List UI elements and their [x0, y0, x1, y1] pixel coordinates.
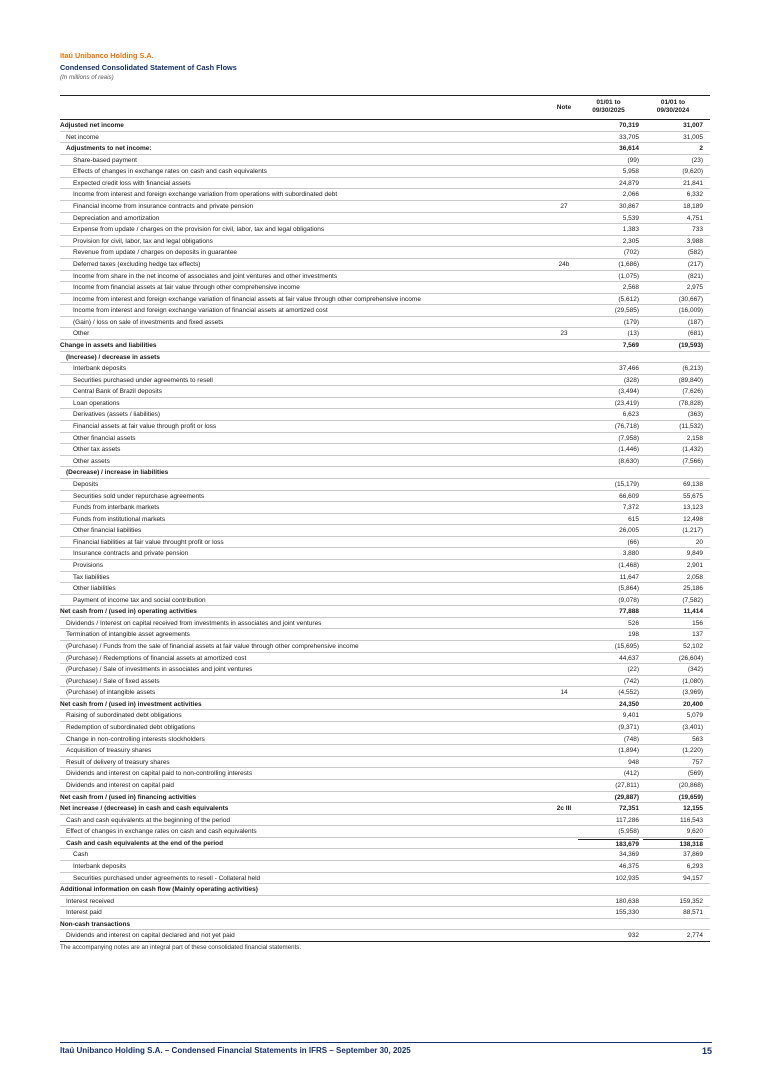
- table-row: [60, 884, 710, 896]
- table-row: [60, 849, 710, 861]
- table-row: [60, 629, 710, 641]
- row-label: Deferred taxes (excluding hedge tax effects): [73, 260, 201, 268]
- row-value-2025: 5,539: [622, 214, 639, 222]
- row-label: Additional information on cash flow (Mainly operating activities): [60, 886, 258, 894]
- row-label: Income from interest and foreign exchange variation of financial assets at amortized cost: [73, 307, 328, 315]
- footer-text: Itaú Unibanco Holding S.A. – Condensed Financial Statements in IFRS – September 30, 2025: [60, 1046, 411, 1055]
- row-label: Depreciation and amortization: [73, 214, 160, 222]
- table-row: [60, 213, 710, 225]
- row-value-2024: (6,213): [682, 365, 703, 373]
- row-value-2024: (7,582): [682, 596, 703, 604]
- row-value-2025: 30,867: [619, 203, 639, 211]
- row-value-2024: 52,102: [683, 643, 703, 651]
- table-row: [60, 363, 710, 375]
- row-value-2025: (9,078): [618, 596, 639, 604]
- row-label: (Purchase) of intangible assets: [66, 689, 156, 697]
- row-value-2024: (9,620): [682, 168, 703, 176]
- table-row: [60, 595, 710, 607]
- table-row: [60, 618, 710, 630]
- row-value-2024: 69,138: [683, 480, 703, 488]
- row-value-2024: 137: [692, 631, 703, 639]
- row-label: (Gain) / loss on sale of investments and fixed assets: [73, 318, 224, 326]
- period-2025-line2: 09/30/2025: [592, 107, 625, 114]
- row-value-2024: 12,498: [683, 515, 703, 523]
- row-value-2025: (27,811): [615, 781, 639, 789]
- table-row: [60, 502, 710, 514]
- row-value-2025: 155,330: [615, 909, 639, 917]
- row-label: Other financial liabilities: [73, 527, 142, 535]
- table-row: [60, 768, 710, 780]
- row-value-2025: 24,350: [619, 700, 639, 708]
- row-label: Cash and cash equivalents at the end of the period: [66, 839, 224, 847]
- row-value-2024: (30,667): [678, 295, 703, 303]
- row-value-2025: 24,879: [619, 179, 639, 187]
- row-value-2024: 2,975: [686, 284, 703, 292]
- row-label: Net cash from / (used in) investment activities: [60, 700, 202, 708]
- row-value-2024: 11,414: [683, 608, 703, 616]
- row-value-2025: (5,864): [618, 585, 639, 593]
- table-row: [60, 780, 710, 792]
- row-value-2025: 180,638: [615, 897, 639, 905]
- row-label: Other liabilities: [73, 585, 116, 593]
- row-label: (Purchase) / Sale of investments in associates and joint ventures: [66, 666, 253, 674]
- row-value-2025: (13): [627, 330, 639, 338]
- row-label: Net cash from / (used in) financing activities: [60, 793, 197, 801]
- row-label: Expected credit loss with financial assets: [73, 179, 191, 187]
- table-row: [60, 583, 710, 595]
- row-value-2024: 2: [699, 145, 703, 153]
- row-value-2024: (1,432): [682, 446, 703, 454]
- row-value-2025: 7,372: [622, 504, 639, 512]
- row-label: Adjustments to net income:: [66, 145, 152, 153]
- row-label: Provisions: [73, 561, 103, 569]
- row-label: Income from interest and foreign exchange variation of financial assets at fair value through other comprehensive income: [73, 295, 421, 303]
- row-label: Interbank deposits: [73, 863, 127, 870]
- table-row: [60, 907, 710, 919]
- row-value-2024: 25,186: [683, 585, 703, 593]
- row-label: (Decrease) / increase in liabilities: [66, 469, 169, 477]
- row-value-2025: (5,958): [618, 828, 639, 836]
- row-label: Income from financial assets at fair value through other comprehensive income: [73, 284, 300, 292]
- row-value-2024: 94,157: [683, 874, 703, 882]
- table-row: [60, 873, 710, 885]
- table-row: [60, 930, 710, 942]
- row-label: Interest paid: [66, 909, 102, 917]
- table-row: [60, 491, 710, 503]
- row-value-2024: 31,007: [683, 122, 703, 129]
- row-value-2024: (16,009): [678, 307, 703, 315]
- row-value-2024: (19,593): [678, 341, 703, 349]
- table-row: [60, 757, 710, 769]
- period-2025-column-header: [578, 99, 639, 115]
- footer-rule: [60, 1042, 712, 1043]
- row-label: Insurance contracts and private pension: [73, 550, 189, 558]
- row-value-2025: (9,371): [618, 724, 639, 732]
- row-value-2025: (76,718): [614, 423, 639, 431]
- row-value-2025: 102,935: [615, 874, 639, 882]
- table-row: [60, 328, 710, 340]
- period-2025-line1: 01/01 to: [596, 99, 621, 106]
- row-value-2025: 5,958: [622, 168, 639, 176]
- row-label: Effects of changes in exchange rates on cash and cash equivalents: [73, 168, 267, 176]
- row-value-2024: 55,675: [683, 492, 703, 500]
- row-value-2025: (7,958): [618, 434, 639, 442]
- row-label: Securities sold under repurchase agreements: [73, 492, 205, 500]
- row-value-2024: (569): [687, 770, 703, 778]
- table-row: [60, 201, 710, 213]
- row-label: Net cash from / (used in) operating activities: [60, 608, 197, 616]
- row-note: 24b: [558, 260, 570, 268]
- row-value-2025: 36,614: [619, 145, 639, 153]
- row-value-2024: (3,401): [682, 724, 703, 732]
- table-row: [60, 537, 710, 549]
- row-label: Net income: [66, 133, 99, 141]
- row-label: Effect of changes in exchange rates on cash and cash equivalents: [66, 828, 257, 836]
- row-value-2024: 9,849: [686, 550, 703, 558]
- table-row: [60, 189, 710, 201]
- row-value-2025: 615: [628, 515, 639, 523]
- row-value-2025: (4,552): [618, 689, 639, 697]
- table-row: [60, 398, 710, 410]
- row-value-2024: (1,080): [682, 677, 703, 685]
- table-row: [60, 664, 710, 676]
- row-value-2024: 6,332: [686, 191, 703, 199]
- table-row: [60, 409, 710, 421]
- row-value-2024: 31,005: [683, 133, 703, 141]
- row-value-2024: 37,869: [683, 851, 703, 859]
- row-value-2025: 117,286: [615, 816, 639, 824]
- table-row: [60, 479, 710, 491]
- table-row: [60, 861, 710, 873]
- row-value-2024: (26,604): [678, 654, 703, 662]
- row-value-2025: (29,585): [614, 307, 639, 315]
- row-value-2025: (5,612): [618, 295, 639, 303]
- row-value-2024: (681): [687, 330, 703, 338]
- row-label: (Purchase) / Funds from the sale of financial assets at fair value through other comprehensive income: [66, 643, 359, 651]
- table-row: [60, 676, 710, 688]
- row-value-2025: 7,569: [622, 341, 639, 349]
- table-row: [60, 236, 710, 248]
- row-label: Securities purchased under agreements to resell - Collateral held: [73, 874, 261, 882]
- table-row: [60, 560, 710, 572]
- table-row: [60, 467, 710, 479]
- table-row: [60, 456, 710, 468]
- table-row: [60, 120, 710, 132]
- row-label: Share-based payment: [73, 156, 137, 164]
- row-value-2025: 70,319: [619, 122, 639, 129]
- row-value-2025: (1,686): [618, 260, 639, 268]
- row-label: Financial income from insurance contracts and private pension: [73, 203, 254, 211]
- row-value-2025: (15,695): [614, 643, 639, 651]
- row-label: Income from interest and foreign exchange variation from operations with subordinated debt: [73, 191, 338, 199]
- table-row: [60, 294, 710, 306]
- row-label: Dividends and interest on capital paid to non-controlling interests: [66, 770, 253, 778]
- row-label: Redemption of subordinated debt obligations: [66, 724, 196, 732]
- table-row: [60, 305, 710, 317]
- table-row: [60, 166, 710, 178]
- row-label: Termination of intangible asset agreements: [66, 631, 190, 639]
- row-value-2024: 12,155: [683, 805, 703, 813]
- table-row: [60, 687, 710, 699]
- table-row: [60, 259, 710, 271]
- row-value-2024: (89,840): [678, 376, 703, 384]
- row-label: Dividends and interest on capital declared and not yet paid: [66, 932, 235, 940]
- row-value-2024: 13,123: [683, 504, 703, 512]
- row-value-2024: 2,774: [686, 932, 703, 940]
- row-label: Other assets: [73, 457, 110, 465]
- row-value-2025: 33,705: [619, 133, 639, 141]
- row-label: Payment of income tax and social contribution: [73, 596, 206, 604]
- units-caption: (In millions of reais): [60, 74, 114, 81]
- cash-flow-table: [60, 95, 710, 951]
- row-label: Securities purchased under agreements to resell: [73, 376, 213, 384]
- table-row: [60, 178, 710, 190]
- row-value-2025: (22): [627, 666, 639, 674]
- row-value-2025: 26,005: [619, 527, 639, 535]
- row-label: Deposits: [73, 480, 99, 488]
- row-label: Provision for civil, labor, tax and legal obligations: [73, 237, 213, 245]
- row-label: Central Bank of Brazil deposits: [73, 388, 162, 396]
- row-value-2024: (187): [687, 318, 703, 326]
- row-value-2025: 1,383: [622, 226, 639, 234]
- table-row: [60, 317, 710, 329]
- row-value-2024: 5,079: [686, 712, 703, 720]
- row-label: Non-cash transactions: [60, 920, 131, 928]
- row-label: Interbank deposits: [73, 365, 127, 373]
- table-row: [60, 247, 710, 259]
- row-value-2025: 66,609: [619, 492, 639, 500]
- row-label: Income from share in the net income of associates and joint ventures and other investments: [73, 272, 338, 280]
- row-value-2024: 757: [692, 758, 703, 766]
- table-row: [60, 826, 710, 838]
- row-label: Raising of subordinated debt obligations: [66, 712, 182, 720]
- row-label: Financial assets at fair value through profit or loss: [73, 423, 217, 431]
- row-value-2024: 138,318: [643, 839, 703, 848]
- row-value-2025: 44,637: [619, 654, 639, 662]
- table-row: [60, 143, 710, 155]
- row-label: Cash and cash equivalents at the beginning of the period: [66, 816, 231, 824]
- row-label: Tax liabilities: [73, 573, 110, 581]
- row-label: Dividends / Interest on capital received from investments in associates and joint ventures: [66, 619, 322, 627]
- row-value-2025: (15,179): [614, 480, 639, 488]
- row-label: Dividends and interest on capital paid: [66, 781, 175, 789]
- table-row: [60, 155, 710, 167]
- row-value-2024: (3,969): [682, 689, 703, 697]
- row-value-2025: (3,494): [618, 388, 639, 396]
- table-row: [60, 896, 710, 908]
- row-value-2025: (702): [623, 249, 639, 257]
- row-value-2024: (20,868): [678, 781, 703, 789]
- table-row: [60, 352, 710, 364]
- row-value-2024: 733: [692, 226, 703, 234]
- table-row: [60, 525, 710, 537]
- row-label: Acquisition of treasury shares: [66, 747, 152, 755]
- table-row: [60, 606, 710, 618]
- table-body: [60, 120, 710, 942]
- row-value-2025: 77,888: [619, 608, 639, 616]
- row-value-2024: (19,659): [678, 793, 703, 801]
- table-row: [60, 421, 710, 433]
- table-row: [60, 514, 710, 526]
- row-value-2024: 9,620: [686, 828, 703, 836]
- row-value-2024: 116,543: [679, 816, 703, 824]
- row-value-2024: (342): [687, 666, 703, 674]
- table-row: [60, 375, 710, 387]
- table-row: [60, 710, 710, 722]
- row-label: Interest received: [66, 897, 115, 905]
- row-label: (Increase) / decrease in assets: [66, 353, 160, 361]
- row-value-2025: 37,466: [619, 365, 639, 373]
- table-row: [60, 803, 710, 815]
- table-row: [60, 282, 710, 294]
- row-label: Funds from institutional markets: [73, 515, 166, 523]
- row-value-2025: (179): [623, 318, 639, 326]
- table-row: [60, 548, 710, 560]
- page-number: 15: [701, 1046, 712, 1056]
- row-value-2024: 20: [695, 538, 703, 546]
- table-row: [60, 919, 710, 931]
- row-value-2024: 21,841: [683, 179, 703, 187]
- row-value-2024: 2,058: [686, 573, 703, 581]
- row-value-2024: 3,988: [686, 237, 703, 245]
- row-value-2024: 20,400: [683, 700, 703, 708]
- row-value-2024: (217): [687, 260, 703, 268]
- row-value-2025: 2,066: [622, 191, 639, 199]
- statement-title: Condensed Consolidated Statement of Cash Flows: [60, 63, 237, 72]
- row-value-2024: (11,532): [679, 423, 703, 431]
- footnote: The accompanying notes are an integral part of these consolidated financial statements.: [60, 944, 302, 952]
- row-label: Result of delivery of treasury shares: [66, 758, 170, 766]
- row-label: Net increase / (decrease) in cash and cash equivalents: [60, 805, 229, 813]
- table-row: [60, 132, 710, 144]
- row-value-2024: (23): [691, 156, 703, 164]
- table-row: [60, 224, 710, 236]
- row-value-2025: (328): [623, 376, 639, 384]
- row-value-2025: (29,887): [614, 793, 639, 801]
- row-value-2024: 4,751: [686, 214, 703, 222]
- table-row: [60, 572, 710, 584]
- note-column-header: Note: [556, 104, 572, 111]
- table-row: [60, 745, 710, 757]
- period-2024-line2: 09/30/2024: [656, 107, 690, 114]
- row-value-2024: 159,352: [679, 897, 703, 905]
- row-value-2025: (8,630): [618, 457, 639, 465]
- row-value-2025: 9,401: [622, 712, 639, 720]
- row-value-2025: (1,446): [618, 446, 639, 454]
- table-row: [60, 838, 710, 850]
- row-value-2025: 46,375: [619, 863, 639, 870]
- table-header: [60, 95, 710, 120]
- row-value-2024: (1,220): [682, 747, 703, 755]
- row-label: Financial liabilities at fair value throught profit or loss: [73, 538, 224, 546]
- row-value-2025: (66): [627, 538, 639, 546]
- row-value-2024: (78,828): [678, 399, 703, 407]
- row-label: Change in assets and liabilities: [60, 341, 157, 349]
- row-label: Other: [73, 330, 90, 338]
- row-value-2025: 6,623: [622, 411, 639, 419]
- row-value-2025: 526: [628, 619, 639, 627]
- row-value-2025: 2,305: [622, 237, 639, 245]
- row-note: 2c III: [556, 805, 572, 813]
- row-label: (Purchase) / Sale of fixed assets: [66, 677, 160, 685]
- table-row: [60, 653, 710, 665]
- row-label: Cash: [73, 851, 89, 859]
- row-value-2025: 2,568: [622, 284, 639, 292]
- row-value-2024: 88,571: [683, 909, 703, 917]
- period-2024-line1: 01/01 to: [660, 99, 686, 106]
- row-value-2025: (23,419): [614, 399, 639, 407]
- row-value-2024: 156: [692, 619, 703, 627]
- period-2024-column-header: [643, 99, 703, 115]
- company-name: Itaú Unibanco Holding S.A.: [60, 51, 154, 60]
- row-label: Expense from update / charges on the provision for civil, labor, tax and legal obligations: [73, 226, 325, 234]
- row-label: Other financial assets: [73, 434, 136, 442]
- table-row: [60, 386, 710, 398]
- table-row: [60, 815, 710, 827]
- row-label: Change in non-controlling interests stockholders: [66, 735, 205, 743]
- row-label: Derivatives (assets / liabilities): [73, 411, 161, 419]
- row-label: Revenue from update / charges on deposits in guarantee: [73, 249, 238, 257]
- row-value-2025: (412): [623, 770, 639, 778]
- row-value-2024: (7,566): [682, 457, 703, 465]
- row-value-2025: 11,647: [619, 573, 639, 581]
- table-row: [60, 433, 710, 445]
- row-value-2025: (99): [627, 156, 639, 164]
- row-label: Funds from interbank markets: [73, 504, 160, 512]
- row-value-2024: (363): [687, 411, 703, 419]
- row-label: Other tax assets: [73, 446, 121, 454]
- row-value-2024: 563: [692, 735, 703, 743]
- table-row: [60, 699, 710, 711]
- row-note: 27: [560, 203, 568, 211]
- row-value-2024: 2,901: [686, 561, 703, 569]
- row-value-2024: (821): [687, 272, 703, 280]
- table-row: [60, 444, 710, 456]
- table-row: [60, 734, 710, 746]
- row-value-2025: 34,369: [619, 851, 639, 859]
- row-label: Loan operations: [73, 399, 120, 407]
- row-note: 23: [560, 330, 568, 338]
- row-value-2025: 3,880: [622, 550, 639, 558]
- table-row: [60, 792, 710, 804]
- row-value-2025: 948: [628, 758, 639, 766]
- row-value-2025: (1,894): [618, 747, 639, 755]
- row-label: Adjusted net income: [60, 122, 124, 129]
- row-value-2025: (1,468): [618, 561, 639, 569]
- row-label: (Purchase) / Redemptions of financial assets at amortized cost: [66, 654, 247, 662]
- table-row: [60, 340, 710, 352]
- row-value-2025: (742): [623, 677, 639, 685]
- row-value-2025: (748): [623, 735, 639, 743]
- row-value-2025: 932: [628, 932, 639, 940]
- row-value-2024: 18,189: [683, 203, 703, 211]
- row-value-2025: 183,679: [578, 839, 639, 848]
- row-value-2025: 198: [628, 631, 639, 639]
- row-value-2025: 72,351: [619, 805, 639, 813]
- row-value-2025: (1,075): [618, 272, 639, 280]
- row-value-2024: (582): [687, 249, 703, 257]
- table-row: [60, 641, 710, 653]
- table-row: [60, 271, 710, 283]
- row-value-2024: (1,217): [682, 527, 703, 535]
- row-value-2024: (7,626): [682, 388, 703, 396]
- row-value-2024: 2,158: [686, 434, 703, 442]
- row-note: 14: [560, 689, 568, 697]
- table-row: [60, 722, 710, 734]
- row-value-2024: 6,293: [686, 863, 703, 870]
